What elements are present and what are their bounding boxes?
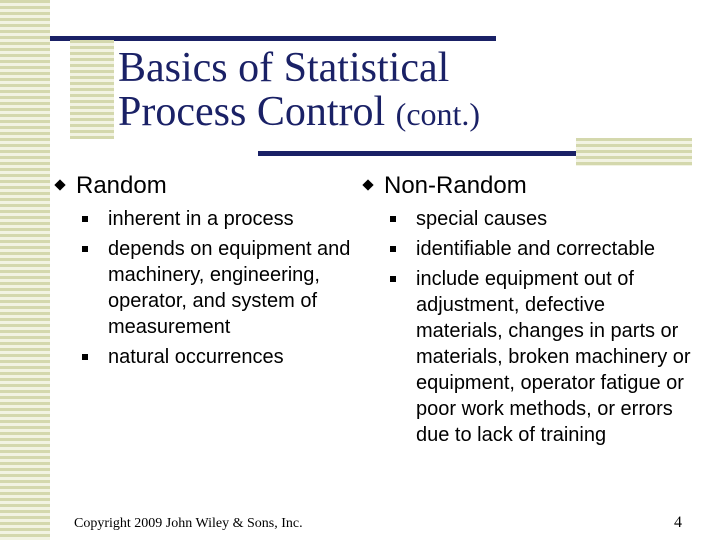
list-item-text: special causes xyxy=(416,208,548,230)
non-random-column xyxy=(362,172,692,448)
list-item xyxy=(362,206,692,232)
non-random-heading xyxy=(362,172,692,200)
copyright-footer: Copyright 2009 John Wiley & Sons, Inc. xyxy=(74,516,303,531)
title-bottom-rule xyxy=(258,151,576,156)
random-heading-label: Random xyxy=(76,172,167,199)
list-item-text: include equipment out of adjustment, defective materials, changes in parts or materials, broken machinery or equipment, operator fatigue or poor work methods, or errors due to lack of training xyxy=(416,268,691,446)
decorative-title-block xyxy=(70,40,114,139)
random-list xyxy=(54,206,354,370)
list-item xyxy=(54,236,354,340)
decorative-block-right xyxy=(576,138,692,166)
slide-title xyxy=(118,46,480,136)
diamond-bullet-icon xyxy=(362,179,373,190)
list-item-text: natural occurrences xyxy=(108,346,284,368)
title-line-2 xyxy=(118,90,480,136)
list-item xyxy=(54,344,354,370)
page-number: 4 xyxy=(674,514,682,531)
square-bullet-icon xyxy=(390,246,396,252)
title-line-2-main: Process Control xyxy=(118,89,386,135)
diamond-bullet-icon xyxy=(54,179,65,190)
non-random-heading-label: Non-Random xyxy=(384,172,527,199)
title-suffix: (cont.) xyxy=(395,96,481,132)
list-item-text: depends on equipment and machinery, engineering, operator, and system of measurement xyxy=(108,238,351,338)
square-bullet-icon xyxy=(82,246,88,252)
random-heading xyxy=(54,172,354,200)
list-item-text: inherent in a process xyxy=(108,208,294,230)
square-bullet-icon xyxy=(390,216,396,222)
list-item-text: identifiable and correctable xyxy=(416,238,656,260)
random-column xyxy=(54,172,354,370)
list-item xyxy=(54,206,354,232)
square-bullet-icon xyxy=(390,276,396,282)
square-bullet-icon xyxy=(82,216,88,222)
list-item xyxy=(362,236,692,262)
list-item xyxy=(362,266,692,448)
title-top-rule xyxy=(50,36,496,41)
square-bullet-icon xyxy=(82,354,88,360)
decorative-stripes-left xyxy=(0,0,50,540)
title-line-1: Basics of Statistical xyxy=(118,45,450,91)
non-random-list xyxy=(362,206,692,448)
